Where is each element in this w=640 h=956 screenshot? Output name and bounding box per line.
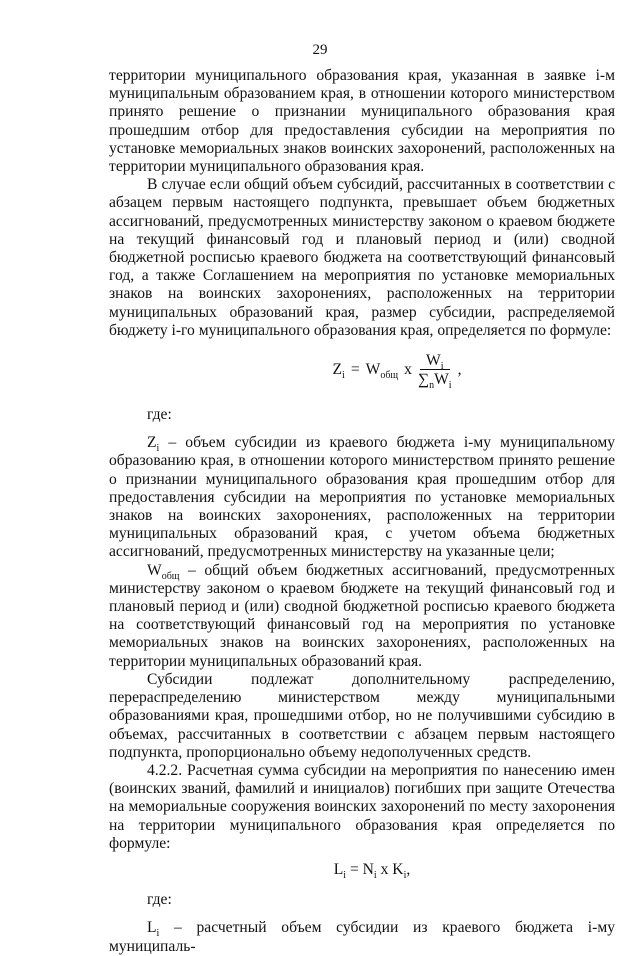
paragraph-3: Субсидии подлежат дополнительному распределению, перераспределению министерством между муниципальными образованиями края, прошедшими отбор, но не получившими субсидию в объемах, рассчитанных в соответствии с абзацем первым настоящего подпункта, пропорционально объему недополученных средств.	[109, 670, 615, 761]
formula-z-equals: =	[350, 360, 360, 378]
formula-z	[109, 344, 615, 396]
formula-l: $L_i = N_i$ x $K_i$,	[333, 860, 411, 882]
formula-z-tail: ,	[457, 360, 462, 378]
formula-z-fraction	[418, 352, 452, 389]
definition-z: $Z_i$ – объем субсидии из краевого бюджета i-му муниципальному образованию края, в отношении которого министерством принято решение о признании муниципального образования края прошедшим отбор для предоставления субсидии на мероприятия по установке мемориальных знаков на воинских захоронениях, расположенных на территории муниципальных образований края, с учетом объема бюджетных ассигнований, предусмотренных министерству на указанные цели;	[109, 434, 615, 561]
where-label-2: где:	[147, 891, 172, 909]
paragraph-2: В случае если общий объем субсидий, рассчитанных в соответствии с абзацем первым настоящего подпункта, превышает объем бюджетных ассигнований, предусмотренных министерству законом о краевом бюджете на текущий финансовый год и плановый период и (или) сводной бюджетной росписью краевого бюджета на соответствующий финансовый год, а также Соглашением на мероприятия по установке мемориальных знаков на воинских захоронениях, расположенных на территории муниципальных образований края, размер субсидии, распределяемой бюджету i-го муниципального образования края, определяется по формуле:	[109, 176, 615, 339]
page-number: 29	[312, 42, 328, 58]
paragraph-4: 4.2.2. Расчетная сумма субсидии на мероприятия по нанесению имен (воинских званий, фамилий и инициалов) погибших при защите Отечества на мемориальные сооружения воинских захоронений по месту захоронения на территории муниципального образования края определяется по формуле:	[109, 761, 615, 852]
formula-z-lhs: $Z_i$	[332, 360, 345, 382]
formula-z-w-total: $W_{общ}$	[365, 360, 399, 382]
fraction-denominator: $\sum_nW_i$	[417, 370, 452, 391]
fraction-numerator: $W_i$	[420, 352, 450, 370]
paragraph-1: территории муниципального образования края, указанная в заявке i-м муниципальным образованием края, в отношении которого министерством принято решение о признании муниципального образования края прошедшим отбор для предоставления субсидии на мероприятия по установке мемориальных знаков воинских захоронений, расположенных на территории муниципального образования края.	[109, 67, 615, 176]
document-body	[109, 67, 615, 956]
formula-z-times: x	[404, 360, 412, 378]
where-label-1: где:	[147, 406, 172, 424]
definition-w-total: $W_{общ}$ – общий объем бюджетных ассигнований, предусмотренных министерству законом о краевом бюджете на текущий финансовый год и плановый период и (или) сводной бюджетной росписью краевого бюджета на соответствующий финансовый год на мероприятия по установке мемориальных знаков на воинских захоронениях, расположенных на территории муниципальных образований края.	[109, 561, 615, 670]
definition-l: $L_i$ – расчетный объем субсидии из краевого бюджета i-му муниципаль-	[109, 919, 615, 955]
